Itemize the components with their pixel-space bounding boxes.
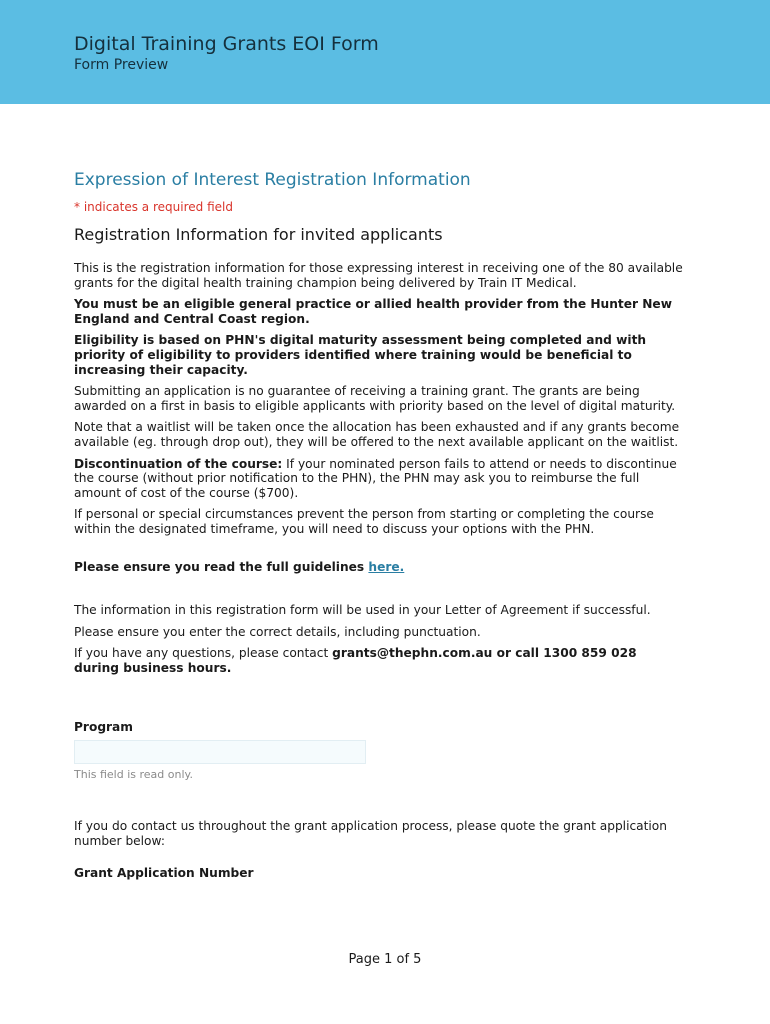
form-title: Digital Training Grants EOI Form [74,33,379,55]
eligibility-paragraph [74,297,684,326]
maturity-text: Eligibility is based on PHN's digital maturity assessment being completed and with priority of eligibility to providers identified where training would be beneficial to increasing their capacity. [74,333,647,377]
program-help-text: This field is read only. [74,768,193,782]
contact-paragraph [74,646,684,675]
form-subtitle: Form Preview [74,57,169,73]
contact-details: grants@thephn.com.au or call 1300 859 028 during business hours. [74,646,637,675]
page-number: Page 1 of 5 [348,952,422,967]
no-guarantee-paragraph: Submitting an application is no guarantee of receiving a training grant. The grants are being awarded on a first in basis to eligible applicants with priority based on the level of digital maturity. [74,384,676,413]
section-title: Expression of Interest Registration Information [74,170,471,190]
waitlist-paragraph: Note that a waitlist will be taken once the allocation has been exhausted and if any grants become available (eg. through drop out), they will be offered to the next available applicant on the waitlist. [74,420,680,449]
intro-paragraph: This is the registration information for those expressing interest in receiving one of the 80 available grants for the digital health training champion being delivered by Train IT Medical. [74,261,683,290]
letter-agreement-paragraph: The information in this registration form will be used in your Letter of Agreement if successful. [74,603,651,618]
circumstances-paragraph: If personal or special circumstances prevent the person from starting or completing the course within the designated timeframe, you will need to discuss your options with the PHN. [74,507,654,536]
punctuation-paragraph: Please ensure you enter the correct details, including punctuation. [74,624,481,639]
grant-number-label: Grant Application Number [74,865,254,880]
quote-number-paragraph: If you do contact us throughout the grant application process, please quote the grant application number below: [74,819,667,849]
maturity-paragraph [74,333,684,377]
guidelines-link[interactable]: here. [368,559,405,574]
eligibility-text: You must be an eligible general practice or allied health provider from the Hunter New England and Central Coast region. [74,297,672,326]
sub-heading: Registration Information for invited applicants [74,225,443,244]
contact-text: If you have any questions, please contact [74,646,333,661]
discontinuation-text: If your nominated person fails to attend or needs to discontinue the course (without prior notification to the PHN), the PHN may ask you to reimburse the full amount of cost of the course ($700). [74,456,677,500]
discontinuation-paragraph [74,457,684,501]
program-label: Program [74,720,133,735]
required-field-note: * indicates a required field [74,200,233,214]
discontinuation-label: Discontinuation of the course: [74,456,283,471]
guidelines-text: Please ensure you read the full guidelines [74,559,369,574]
guidelines-paragraph [74,560,684,575]
page-header [0,0,770,104]
program-field[interactable] [74,740,366,764]
form-content [74,170,684,886]
